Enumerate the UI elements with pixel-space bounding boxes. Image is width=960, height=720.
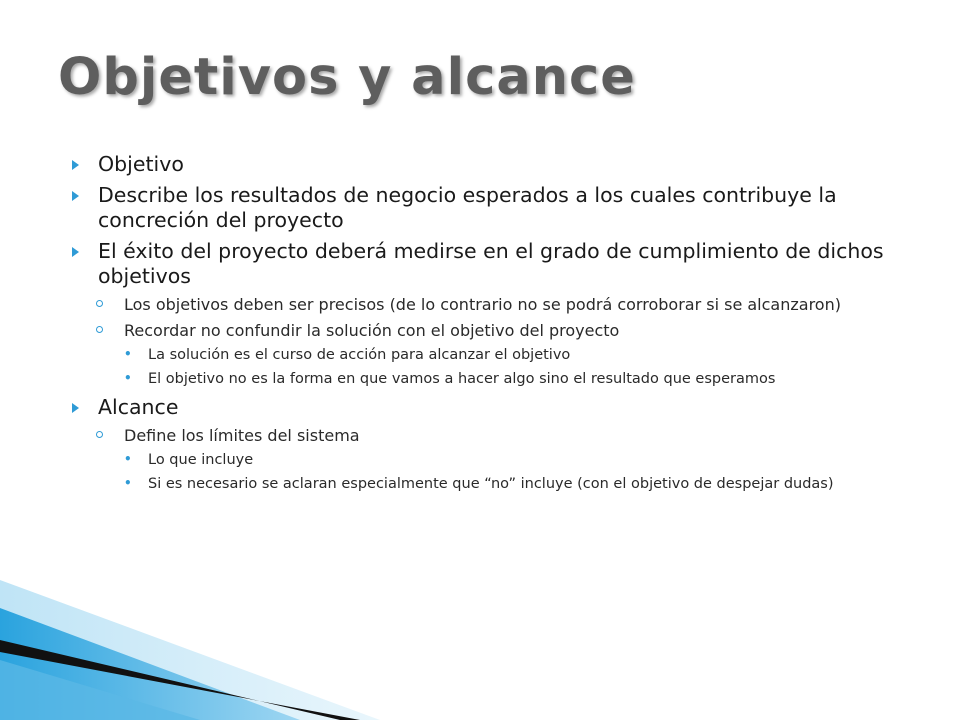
bullet-text: El objetivo no es la forma en que vamos a hacer algo sino el resultado que esperamos <box>148 371 776 387</box>
bullet-item-level2 <box>96 295 902 314</box>
small-star-icon: • <box>124 347 132 361</box>
bullet-item-level3 <box>124 371 902 388</box>
circle-outline-icon <box>96 326 103 333</box>
small-star-icon: • <box>124 476 132 490</box>
small-star-icon: • <box>124 452 132 466</box>
bullet-text: Recordar no confundir la solución con el objetivo del proyecto <box>124 321 620 340</box>
triangle-right-icon <box>72 160 79 170</box>
bullet-text: Lo que incluye <box>148 452 254 468</box>
bullet-text: Describe los resultados de negocio esperados a los cuales contribuye la concreción del proyecto <box>98 183 837 232</box>
bullet-text: Los objetivos deben ser precisos (de lo contrario no se podrá corroborar si se alcanzaron) <box>124 295 841 314</box>
bullet-text: Si es necesario se aclaran especialmente que “no” incluye (con el objetivo de despejar dudas) <box>148 476 834 492</box>
bullet-text: La solución es el curso de acción para alcanzar el objetivo <box>148 347 571 363</box>
circle-outline-icon <box>96 300 103 307</box>
bullet-item-level3 <box>124 476 902 493</box>
bullet-list <box>72 152 902 500</box>
decorative-corner-stripes <box>0 580 380 720</box>
bullet-item-level1 <box>72 183 902 233</box>
bullet-text: Define los límites del sistema <box>124 426 360 445</box>
bullet-item-level3 <box>124 347 902 364</box>
circle-outline-icon <box>96 431 103 438</box>
bullet-text: El éxito del proyecto deberá medirse en el grado de cumplimiento de dichos objetivos <box>98 239 884 288</box>
bullet-item-level2 <box>96 321 902 340</box>
slide-title: Objetivos y alcance <box>58 48 636 107</box>
bullet-item-level1 <box>72 395 902 420</box>
bullet-text: Objetivo <box>98 152 184 176</box>
triangle-right-icon <box>72 403 79 413</box>
triangle-right-icon <box>72 191 79 201</box>
bullet-item-level2 <box>96 426 902 445</box>
bullet-item-level3 <box>124 452 902 469</box>
bullet-item-level1 <box>72 152 902 177</box>
small-star-icon: • <box>124 371 132 385</box>
bullet-item-level1 <box>72 239 902 289</box>
bullet-text: Alcance <box>98 395 179 419</box>
triangle-right-icon <box>72 247 79 257</box>
